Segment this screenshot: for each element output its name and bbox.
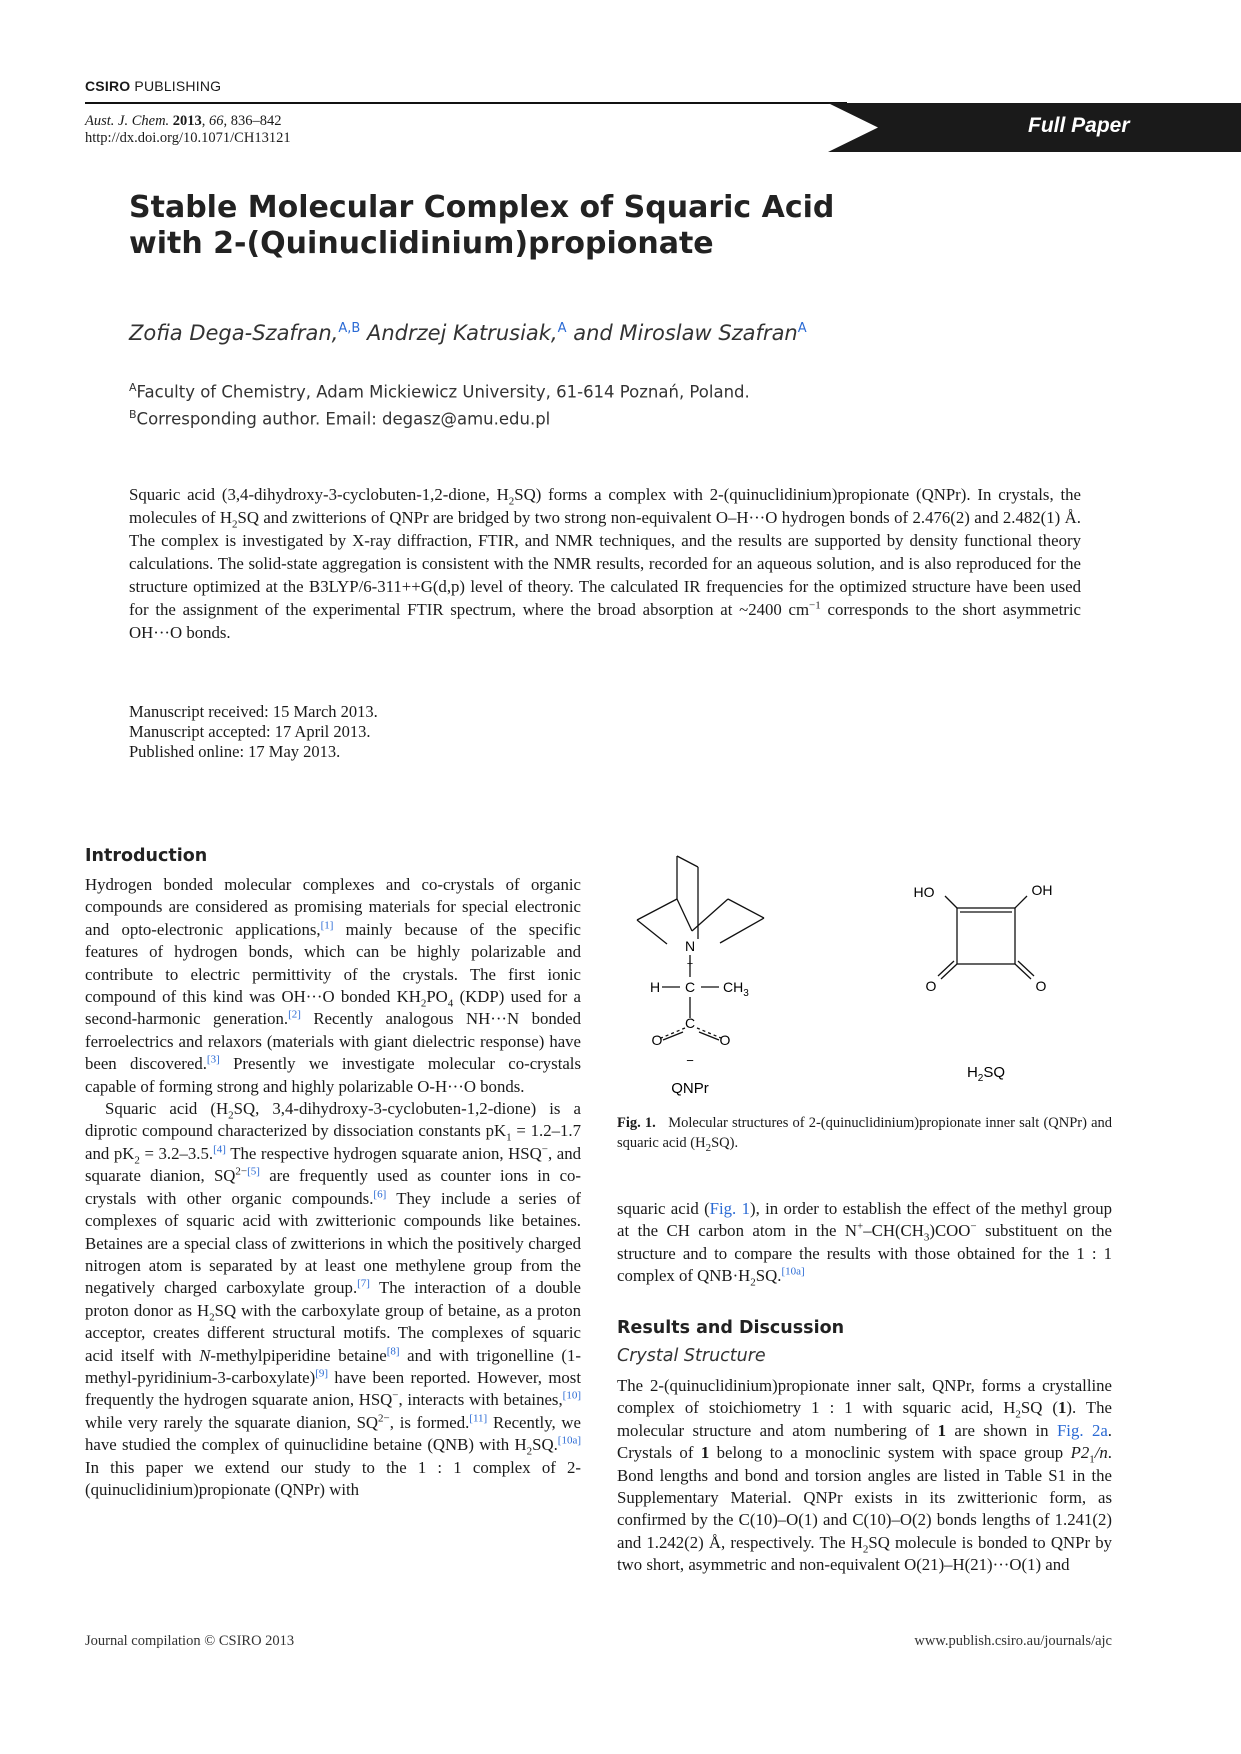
citation: Aust. J. Chem. 2013, 66, 836–842 http://dx.doi.org/10.1071/CH13121: [85, 113, 291, 146]
figure-1-caption: Fig. 1. Molecular structures of 2-(quinuclidinium)propionate inner salt (QNPr) and squaric acid $(H_2SQ)$.: [617, 1115, 1113, 1154]
results-paragraph-1: The 2-(quinuclidinium)propionate inner salt, QNPr, forms a crystalline complex of stoichiometry 1 : 1 with squaric acid, $H_2SQ$ (1). The molecular structure and atom numbering of 1 are shown in Fig. 2a. Crystals of 1 belong to a monoclinic system with space group $P2_1/n$. Bond lengths and bond and torsion angles are listed in Table S1 in the Supplementary Material. QNPr exists in its zwitterionic form, as confirmed by the C(10)–O(1) and C(10)–O(2) bonds lengths of 1.241(2) and 1.242(2) Å, respectively. The $H_2SQ$ molecule is bonded to QNPr by two short, asymmetric and non-equivalent O(21)–H(21)···O(1) and: [617, 1376, 1112, 1575]
figure-1-structures: [617, 845, 1117, 1100]
atom-h: H: [649, 979, 661, 995]
carbonyl-o-right: O: [1035, 978, 1047, 994]
abstract: Squaric acid (3,4-dihydroxy-3-cyclobuten-1,2-dione, $H_2SQ$) forms a complex with 2-(quinuclidinium)propionate (QNPr). In crystals, the molecules of $H_2SQ$ and zwitterions of QNPr are bridged by two strong non-equivalent O–H···O hydrogen bonds of 2.476(2) and 2.482(1) Å. The complex is investigated by X-ray diffraction, FTIR, and NMR techniques, and the results are supported by density functional theory calculations. The solid-state aggregation is consistent with the NMR results, recorded for an aqueous solution, and is also reproduced for the structure optimized at the B3LYP/6-311++G(d,p) level of theory. The calculated IR frequencies for the optimized structure have been used for the assignment of the experimental FTIR spectrum, where the broad absorption at ~2400 $cm^{-1}$ corresponds to the short asymmetric OH···O bonds.: [129, 485, 1081, 642]
results-heading: Results and Discussion: [617, 1318, 845, 1338]
affiliation-a: $^A$Faculty of Chemistry, Adam Mickiewicz University, 61-614 Poznań, Poland.: [129, 381, 750, 402]
hydroxyl-right: OH: [1031, 882, 1053, 898]
author-list: [129, 321, 807, 345]
atom-o2: O: [719, 1032, 731, 1048]
crystal-structure-subheading: Crystal Structure: [617, 1346, 766, 1366]
charge-minus: −: [686, 1053, 694, 1068]
hydroxyl-left: HO: [913, 884, 935, 900]
header-rule: [85, 102, 847, 104]
doi-link[interactable]: http://dx.doi.org/10.1071/CH13121: [85, 130, 291, 146]
right-col-paragraph-1: squaric acid (Fig. 1), in order to establish the effect of the methyl group at the CH carbon atom in the $N^+-CH(CH_3)COO^-$ substituent on the structure and to compare the results with those obtained for the 1 : 1 complex of $QNB\cdot H_2SQ.[10a]$: [617, 1199, 1112, 1289]
affiliations: [129, 377, 750, 430]
qnpr-structure: [637, 856, 764, 1040]
h2sq-label: $H_2SQ$: [966, 1064, 1006, 1084]
paper-title: Stable Molecular Complex of Squaric Acid with 2-(Quinuclidinium)propionate: [129, 190, 835, 261]
author-1: Zofia Dega-Szafran,$^{A,B}$: [129, 321, 361, 345]
manuscript-dates: Manuscript received: 15 March 2013. Manuscript accepted: 17 April 2013. Published online: 17 May 2013.: [129, 702, 378, 761]
author-2: Andrzej Katrusiak,$^A$: [366, 321, 567, 345]
article-type-label: Full Paper: [1028, 114, 1130, 137]
publisher-mark: CSIRO PUBLISHING: [85, 78, 222, 94]
fig2a-link[interactable]: Fig. 2a: [1056, 1420, 1108, 1440]
atom-c-carboxyl: C: [684, 1015, 696, 1031]
affiliation-b: $^B$Corresponding author. Email: degasz@amu.edu.pl: [129, 407, 551, 428]
atom-c-alpha: C: [684, 979, 696, 995]
author-3: and Miroslaw Szafran$^A$: [573, 321, 807, 345]
qnpr-label: QNPr: [671, 1080, 709, 1097]
fig1-link[interactable]: Fig. 1: [709, 1199, 750, 1218]
atom-o1: O: [651, 1032, 663, 1048]
atom-n: N: [684, 938, 696, 954]
footer-copyright: Journal compilation © CSIRO 2013: [85, 1633, 295, 1649]
h2sq-structure: [938, 896, 1034, 979]
methyl-label: $CH_3$: [723, 979, 749, 999]
footer-url[interactable]: www.publish.csiro.au/journals/ajc: [914, 1633, 1112, 1649]
intro-paragraph-1: Hydrogen bonded molecular complexes and co-crystals of organic compounds are considered as promising materials for special electronic and opto-electronic applications,[1] mainly because of the specific features of hydrogen bonds, which can be highly polarizable and contribute to electric permittivity of the crystals. The first ionic compound of this kind was OH···O bonded $KH_2PO_4$ (KDP) used for a second-harmonic generation.[2] Recently analogous NH···N bonded ferroelectrics and relaxors (materials with giant dielectric response) have been discovered.[3] Presently we investigate molecular co-crystals capable of forming strong and highly polarizable O-H···O bonds.: [85, 875, 581, 1096]
introduction-heading: Introduction: [85, 846, 208, 866]
charge-plus: +: [686, 958, 694, 970]
intro-paragraph-2: Squaric acid ($H_2SQ$, 3,4-dihydroxy-3-cyclobuten-1,2-dione) is a diprotic compound characterized by dissociation constants $pK_1 = 1.2-1.7$ and $pK_2 = 3.2-3.5.[4]$ The respective hydrogen squarate anion, HSQ−, and squarate dianion, SQ$^{2-[5]}$ are frequently used as counter ions in co-crystals with other organic compounds.[6] They include a series of complexes of squaric acid with zwitterionic compounds like betaines. Betaines are a special class of zwitterions in which the positively charged nitrogen atom is separated by at least one methylene group from the negatively charged carboxylate group.[7] The interaction of a double proton donor as $H_2SQ$ with the carboxylate group of betaine, as a proton acceptor, creates different structural motifs. The complexes of squaric acid itself with N-methylpiperidine betaine[8] and with trigonelline (1-methyl-pyridinium-3-carboxylate)[9] have been reported. However, most frequently the hydrogen squarate anion, HSQ−, interacts with betaines,[10] while very rarely the squarate dianion, $SQ^{2-}$, is formed.[11] Recently, we have studied the complex of quinuclidine betaine (QNB) with $H_2SQ.[10a]$ In this paper we extend our study to the 1 : 1 complex of 2-(quinuclidinium)propionate (QNPr) with: [85, 1099, 582, 1499]
introduction-body: [85, 874, 581, 1501]
carbonyl-o-left: O: [925, 978, 937, 994]
